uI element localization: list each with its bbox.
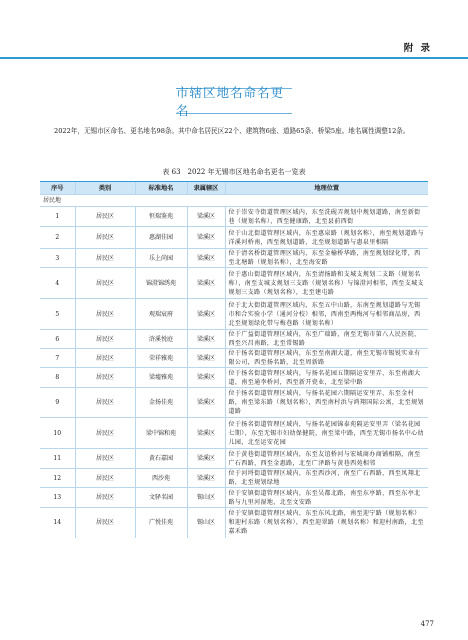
cell-district: 梁溪区: [187, 299, 225, 330]
table-row: [40, 207, 428, 227]
cell-no: 3: [40, 249, 75, 268]
cell-no: 4: [40, 268, 75, 299]
cell-name: 西沙苑: [135, 469, 187, 488]
group-label: 居民地: [40, 195, 428, 207]
cell-category: 居民区: [75, 227, 135, 249]
cell-location: 位于广益街道管理区域内，东至广瑞路，南至无锡市第八人民医院，西至兴昌南路，北至常锡路: [225, 330, 428, 349]
table-row: [40, 508, 428, 538]
table-row: [40, 388, 428, 418]
cell-district: 梁溪区: [187, 349, 225, 368]
cell-category: 居民区: [75, 299, 135, 330]
cell-name: 黄石嘉园: [135, 449, 187, 469]
cell-district: 锡山区: [187, 508, 225, 538]
cell-name: 梁中锦和苑: [135, 418, 187, 449]
cell-category: 居民区: [75, 249, 135, 268]
cell-category: 居民区: [75, 349, 135, 368]
cell-no: 5: [40, 299, 75, 330]
table-row: [40, 469, 428, 488]
table-row: [40, 249, 428, 268]
cell-name: 金扬佳苑: [135, 388, 187, 418]
cell-district: 梁溪区: [187, 207, 225, 227]
cell-district: 梁溪区: [187, 227, 225, 249]
cell-no: 10: [40, 418, 75, 449]
cell-name: 梁墟雅苑: [135, 368, 187, 388]
cell-no: 1: [40, 207, 75, 227]
cell-location: 位于安镇街道管理区域内，东至东风北路，南至迎宁路（规划名称）和迎村东路（规划名称），西至迎翠路（规划名称）和迎村南路，北至嘉禾路: [225, 508, 428, 538]
cell-district: 梁溪区: [187, 469, 225, 488]
cell-district: 梁溪区: [187, 249, 225, 268]
cell-category: 居民区: [75, 508, 135, 538]
cell-category: 居民区: [75, 469, 135, 488]
section-title: 市辖区地名命名更名: [176, 85, 285, 118]
cell-category: 居民区: [75, 449, 135, 469]
cell-no: 11: [40, 449, 75, 469]
cell-district: 锡山区: [187, 488, 225, 508]
table-row: [40, 330, 428, 349]
cell-district: 梁溪区: [187, 268, 225, 299]
cell-no: 13: [40, 488, 75, 508]
cell-no: 6: [40, 330, 75, 349]
cell-no: 14: [40, 508, 75, 538]
cell-location: 位于清名桥街道管理区域内，东至金榆桥华路，南至规划绿化带，西至北塘路（规划名称），北至海安路: [225, 249, 428, 268]
table-row: [40, 418, 428, 449]
cell-location: 位于安镇街道管理区域内，东至吴都北路，南至东亭路，西至东亭北路与九里河湿地，北至文安路: [225, 488, 428, 508]
place-name-table: [40, 182, 428, 538]
cell-name: 锦澄锦绣苑: [135, 268, 187, 299]
cell-district: 梁溪区: [187, 330, 225, 349]
cell-district: 梁溪区: [187, 388, 225, 418]
cell-no: 9: [40, 388, 75, 418]
cell-name: 荣祥雅苑: [135, 349, 187, 368]
cell-location: 位于北大街街道管理区域内，东至五中山路，东南至规划道路与无锡市和合实验小学（通河分校）相邻，西南至两梅河与相邻商品房，西北至规划绿化带与梅巷路（规划名称）: [225, 299, 428, 330]
cell-name: 文驿名园: [135, 488, 187, 508]
cell-name: 观瑞宸府: [135, 299, 187, 330]
cell-location: 位于山北街道管理区域内，东至惠泉路（规划名称），南至规划道路与洋溪河桥南，西至规划道路，北至规划道路与惠泉里相隔: [225, 227, 428, 249]
cell-location: 位于崇安寺街道管理区域内，东至洗砚弄规划中规划道路，南至新街巷（规划名称），西至健康路，北至县前西街: [225, 207, 428, 227]
col-header-location: 地理位置: [225, 182, 428, 195]
table-row: [40, 488, 428, 508]
cell-category: 居民区: [75, 368, 135, 388]
cell-category: 居民区: [75, 418, 135, 449]
table-row: [40, 368, 428, 388]
table-row: [40, 349, 428, 368]
table-row: [40, 268, 428, 299]
cell-name: 广悦佳苑: [135, 508, 187, 538]
cell-location: 位于惠山街道管理区域内，东至清扬路和支城支规划二支路（规划名称），南至支城支规划三支路（规划名称）与锦澄河相邻，西至支城支规划三支路（规划名称），北至建屯路: [225, 268, 428, 299]
cell-location: 位于扬名街道管理区域内，与扬名花园锦泰苑隔运安里弄（梁名花园七期），东至无锡市妇幼保健院，南至梁中路，西至无锡市扬名中心幼儿园，北至运安花园: [225, 418, 428, 449]
col-header-district: 隶属辖区: [187, 182, 225, 195]
col-header-name: 标准地名: [135, 182, 187, 195]
intro-paragraph: 2022年，无锡市区命名、更名地名98条。其中命名居民区22个、建筑物6座、道路65条、桥梁5座。地名属性调整12条。: [54, 127, 410, 135]
cell-location: 位于河埒街道管理区域内，东至西沙河，南至广石西路，西至凤翔北路，北至规划绿地: [225, 469, 428, 488]
cell-district: 梁溪区: [187, 418, 225, 449]
table-caption: 表 63 2022 年无锡市区地名命名更名一览表: [162, 168, 306, 176]
cell-no: 8: [40, 368, 75, 388]
cell-category: 居民区: [75, 388, 135, 418]
cell-name: 浒溪悦庭: [135, 330, 187, 349]
cell-name: 乐上尚园: [135, 249, 187, 268]
cell-no: 2: [40, 227, 75, 249]
cell-category: 居民区: [75, 268, 135, 299]
cell-location: 位于扬名街道管理区域内，东至至南湖大道，南至无锡市锡锐实业有限公司，西至扬名路，北至周新路: [225, 349, 428, 368]
col-header-no: 序号: [40, 182, 75, 195]
cell-location: 位于扬名街道管理区域内，与扬名花园五期隔运安里弄，东至南湖大道，南至通李桥河，西至新开瓷业，北至梁中路: [225, 368, 428, 388]
group-row: [40, 195, 428, 207]
cell-location: 位于扬名街道管理区域内，与扬名花园六期隔运安里弄，东至金村路，南至梁东路（规划名称），西至南村浜与鸿翔国际公寓，北至规划道路: [225, 388, 428, 418]
cell-name: 惠湖佳园: [135, 227, 187, 249]
section-title-box: [176, 85, 292, 118]
table-header-row: [40, 182, 428, 195]
col-header-category: 类别: [75, 182, 135, 195]
page-number: 477: [420, 620, 434, 628]
cell-no: 12: [40, 469, 75, 488]
table-row: [40, 227, 428, 249]
cell-category: 居民区: [75, 207, 135, 227]
cell-category: 居民区: [75, 330, 135, 349]
cell-name: 恒瑞鉴苑: [135, 207, 187, 227]
header-rule: [0, 57, 468, 59]
cell-location: 位于黄巷街道管理区域内，东至友谊桥河与宏城商办商铺相隔，南至广石西路，西至金惠路，北至广泽路与黄巷西苑相邻: [225, 449, 428, 469]
table-row: [40, 449, 428, 469]
table-row: [40, 299, 428, 330]
cell-district: 梁溪区: [187, 449, 225, 469]
cell-category: 居民区: [75, 488, 135, 508]
cell-no: 7: [40, 349, 75, 368]
running-header: 附 录: [403, 43, 432, 54]
cell-district: 梁溪区: [187, 368, 225, 388]
